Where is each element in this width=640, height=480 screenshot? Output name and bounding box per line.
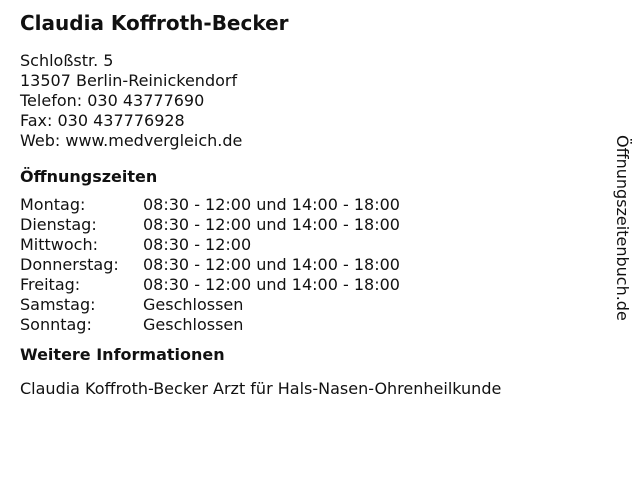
- opening-hours-table: [20, 195, 600, 335]
- address-block: [20, 51, 600, 151]
- hours-day: Sonntag:: [20, 315, 92, 334]
- hours-row-sunday: [20, 315, 600, 335]
- opening-hours-heading: Öffnungszeiten: [20, 167, 158, 186]
- hours-day: Samstag:: [20, 295, 96, 314]
- hours-time: 08:30 - 12:00 und 14:00 - 18:00: [143, 195, 400, 214]
- hours-time: 08:30 - 12:00 und 14:00 - 18:00: [143, 215, 400, 234]
- hours-day: Freitag:: [20, 275, 81, 294]
- hours-day: Mittwoch:: [20, 235, 98, 254]
- hours-time: Geschlossen: [143, 315, 244, 334]
- hours-row-monday: [20, 195, 600, 215]
- business-name: Claudia Koffroth-Becker: [20, 11, 289, 35]
- business-card: [20, 10, 600, 399]
- hours-row-thursday: [20, 255, 600, 275]
- hours-time: 08:30 - 12:00: [143, 235, 252, 254]
- additional-info-text: Claudia Koffroth-Becker Arzt für Hals-Nasen-Ohrenheilkunde: [20, 379, 502, 398]
- hours-day: Donnerstag:: [20, 255, 119, 274]
- website: Web: www.medvergleich.de: [20, 131, 243, 150]
- hours-time: 08:30 - 12:00 und 14:00 - 18:00: [143, 255, 400, 274]
- hours-time: Geschlossen: [143, 295, 244, 314]
- city-address: 13507 Berlin-Reinickendorf: [20, 71, 238, 90]
- phone-number: Telefon: 030 43777690: [20, 91, 205, 110]
- hours-day: Dienstag:: [20, 215, 97, 234]
- hours-row-friday: [20, 275, 600, 295]
- fax-number: Fax: 030 437776928: [20, 111, 185, 130]
- hours-row-tuesday: [20, 215, 600, 235]
- hours-row-saturday: [20, 295, 600, 315]
- street-address: Schloßstr. 5: [20, 51, 114, 70]
- additional-info-heading: Weitere Informationen: [20, 345, 225, 364]
- site-branding-label: Öffnungszeitenbuch.de: [613, 135, 632, 321]
- hours-row-wednesday: [20, 235, 600, 255]
- hours-time: 08:30 - 12:00 und 14:00 - 18:00: [143, 275, 400, 294]
- hours-day: Montag:: [20, 195, 86, 214]
